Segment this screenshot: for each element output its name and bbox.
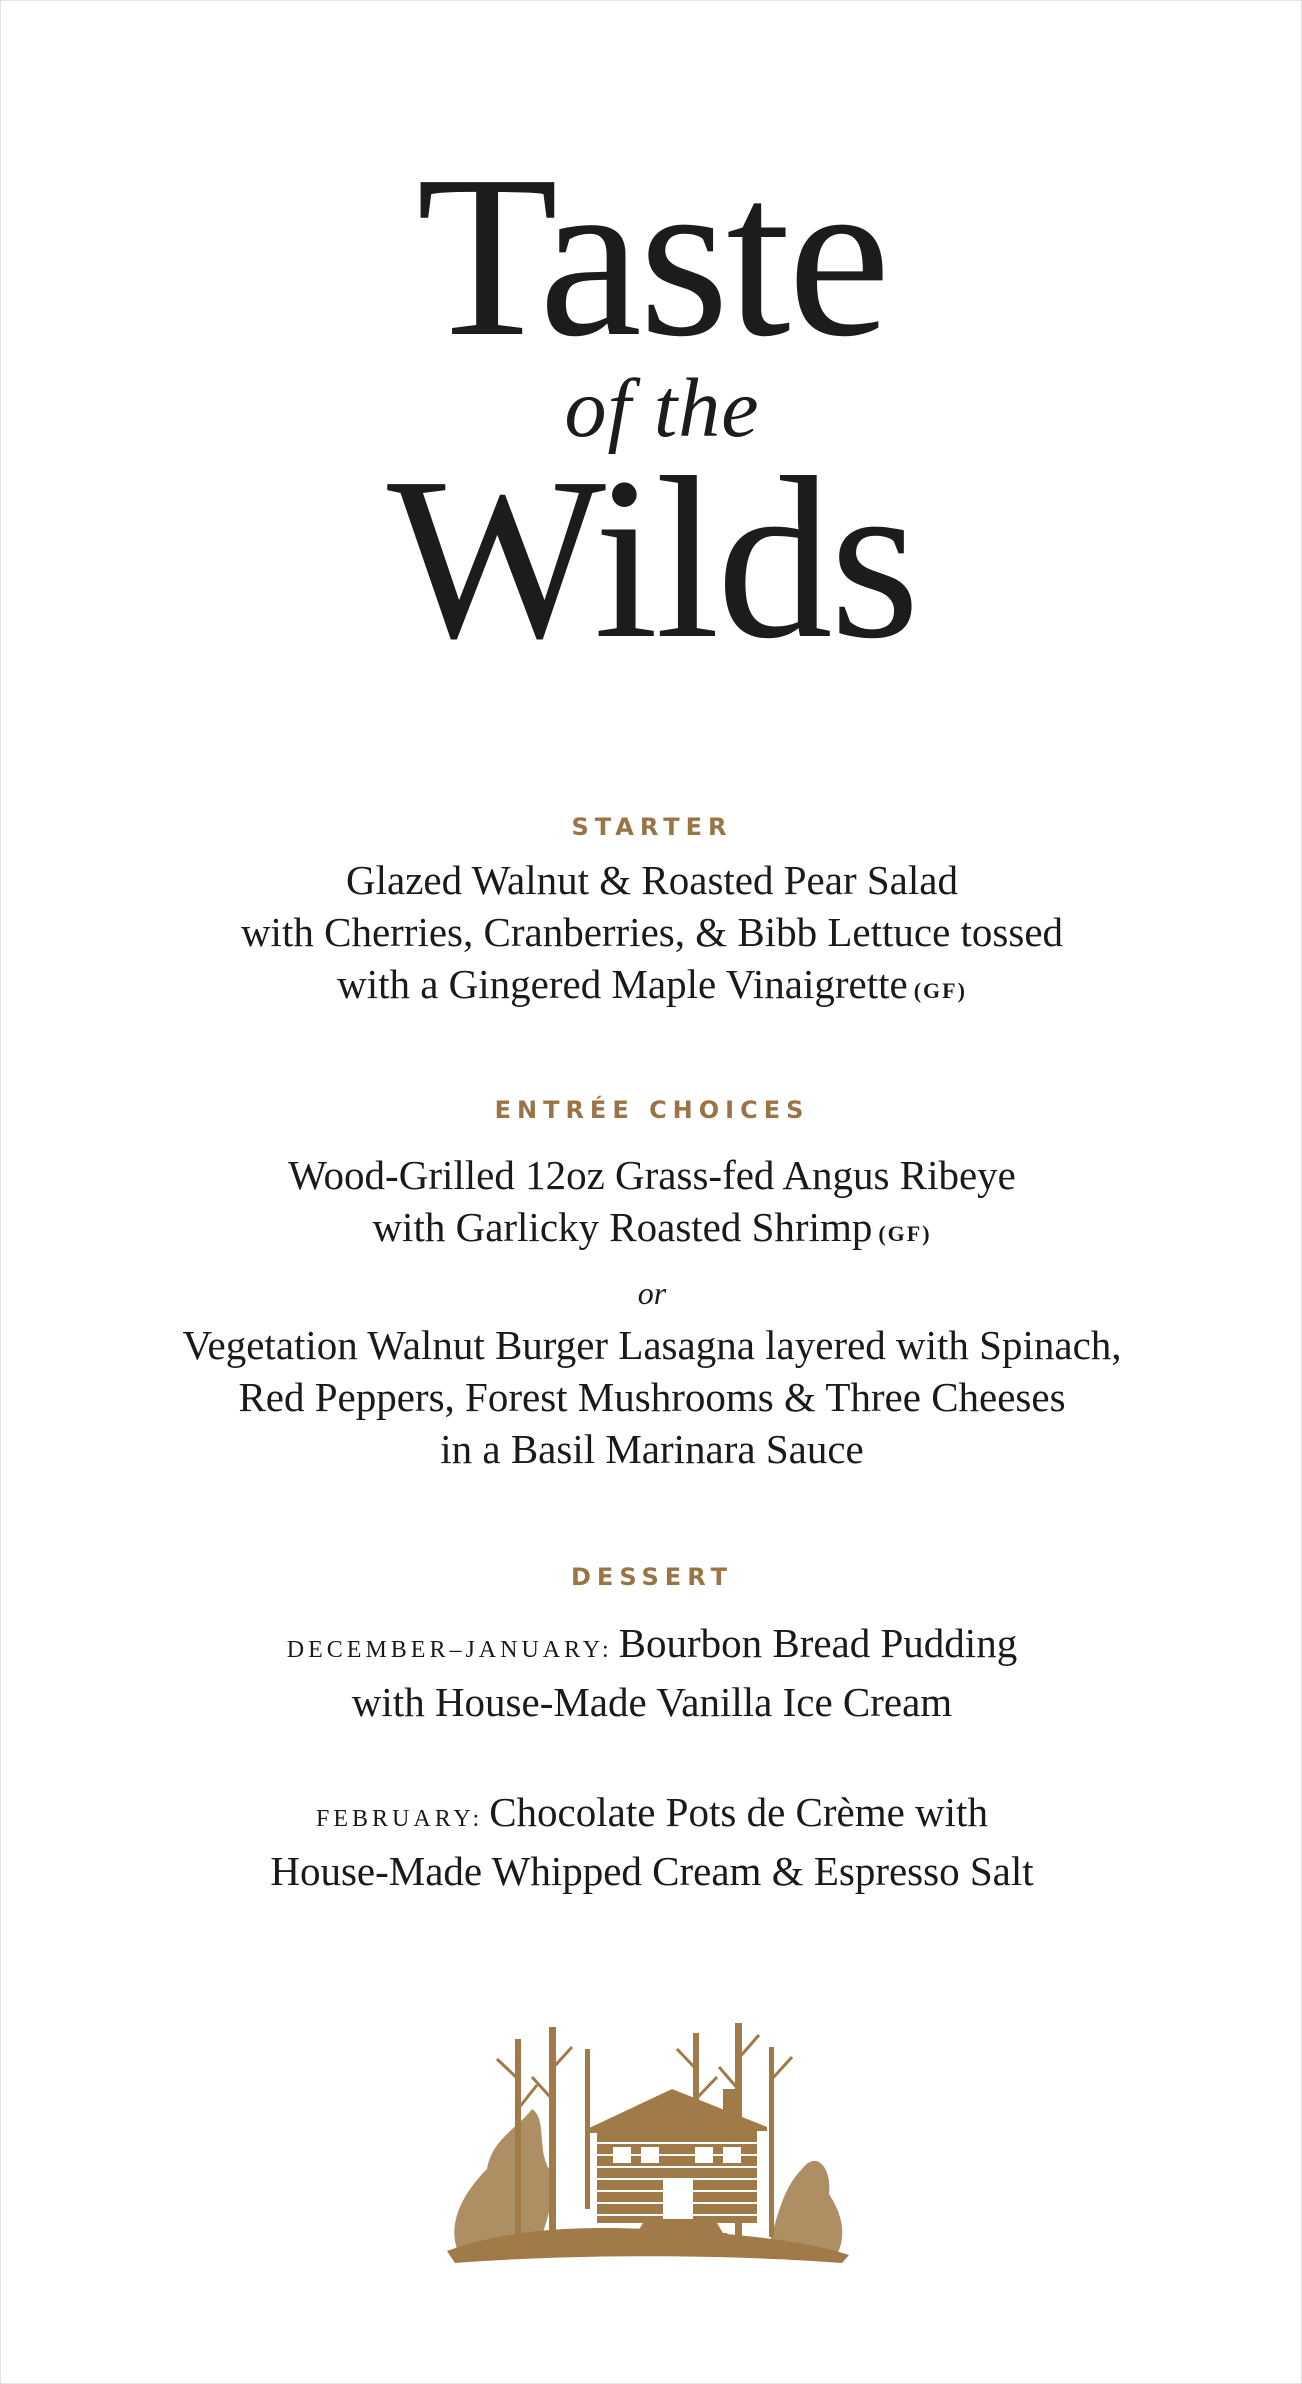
title-of-the: of the xyxy=(564,362,760,455)
starter-heading: STARTER xyxy=(571,813,733,841)
lodge-in-woods-illustration xyxy=(437,2019,857,2267)
menu-title xyxy=(1,128,1302,691)
dessert-heading: DESSERT xyxy=(571,1563,733,1591)
entree-or-separator: or xyxy=(637,1275,667,1311)
entree-option-2 xyxy=(1,1319,1302,1475)
entree-1-line-2: with Garlicky Roasted Shrimp xyxy=(372,1204,873,1250)
entree-heading: ENTRÉE CHOICES xyxy=(494,1096,810,1124)
dessert-1-line-1: Bourbon Bread Pudding xyxy=(618,1620,1018,1666)
starter-line-3-wrap xyxy=(1,958,1302,1017)
dessert-2-month-label: FEBRUARY: xyxy=(316,1806,484,1832)
entree-2-line-1: Vegetation Walnut Burger Lasagna layered with Spinach, xyxy=(182,1322,1122,1368)
entree-1-line-2-wrap xyxy=(1,1201,1302,1260)
dessert-item-1 xyxy=(1,1617,1302,1728)
dessert-1-month-label: DECEMBER–JANUARY: xyxy=(286,1637,613,1663)
entree-2-line-2: Red Peppers, Forest Mushrooms & Three Cheeses xyxy=(238,1374,1066,1420)
starter-dish xyxy=(1,854,1302,1017)
entree-2-line-3: in a Basil Marinara Sauce xyxy=(440,1426,864,1472)
starter-line-3: with a Gingered Maple Vinaigrette xyxy=(337,961,908,1007)
gluten-free-tag: (GF) xyxy=(913,978,967,1003)
dessert-2-line-1-wrap xyxy=(1,1786,1302,1845)
dessert-2-line-2: House-Made Whipped Cream & Espresso Salt xyxy=(270,1848,1034,1894)
title-taste: Taste xyxy=(416,128,888,385)
dessert-2-line-1: Chocolate Pots de Crème with xyxy=(489,1789,988,1835)
starter-line-2: with Cherries, Cranberries, & Bibb Lettuce tossed xyxy=(240,909,1064,955)
entree-1-line-1: Wood-Grilled 12oz Grass-fed Angus Ribeye xyxy=(288,1152,1016,1198)
gluten-free-tag: (GF) xyxy=(878,1221,932,1246)
starter-line-1: Glazed Walnut & Roasted Pear Salad xyxy=(346,857,958,903)
title-wilds: Wilds xyxy=(387,430,917,687)
entree-option-1 xyxy=(1,1149,1302,1260)
dessert-1-line-2: with House-Made Vanilla Ice Cream xyxy=(351,1679,953,1725)
dessert-1-line-1-wrap xyxy=(1,1617,1302,1676)
dessert-item-2 xyxy=(1,1786,1302,1897)
